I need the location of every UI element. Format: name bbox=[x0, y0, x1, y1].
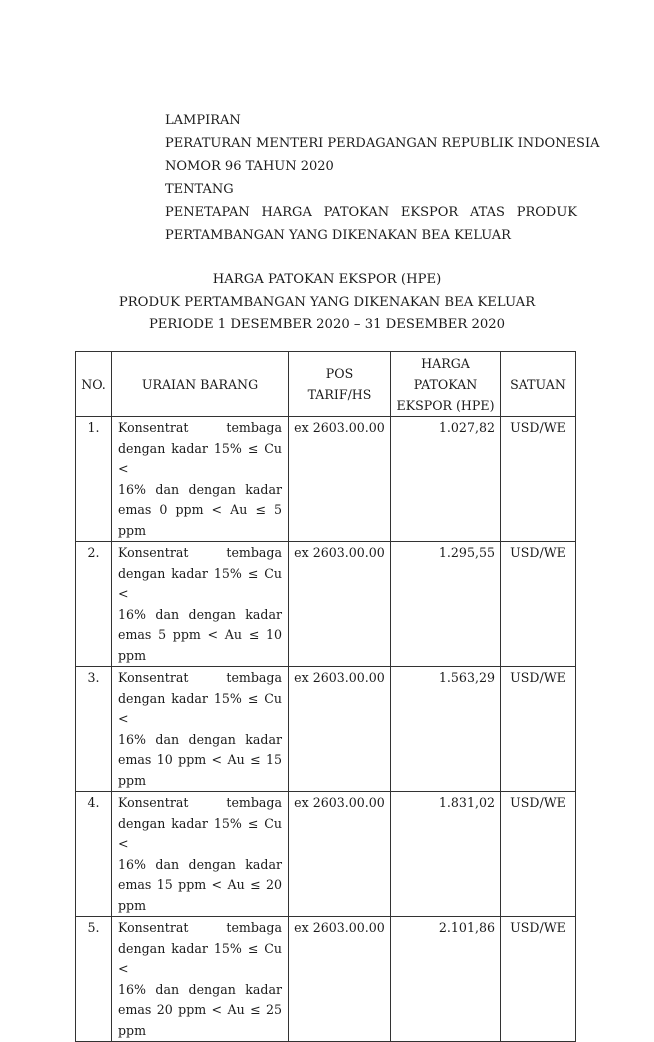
row-hpe bbox=[391, 792, 501, 917]
description-line: emas 0 ppm < Au ≤ 5 bbox=[118, 502, 282, 517]
description-line: dengan kadar 15% ≤ Cu < bbox=[118, 565, 282, 601]
row-hpe bbox=[391, 542, 501, 667]
row-pos-tarif: ex 2603.00.00 bbox=[289, 417, 391, 542]
row-description bbox=[112, 917, 289, 1042]
description-line: 16% dan dengan kadar bbox=[118, 981, 282, 997]
row-description bbox=[112, 792, 289, 917]
table-row bbox=[76, 417, 576, 542]
hpe-value: 1.831,02 bbox=[438, 795, 495, 810]
table-row bbox=[76, 917, 576, 1042]
row-number: 1. bbox=[76, 417, 112, 542]
row-number: 2. bbox=[76, 542, 112, 667]
row-hpe bbox=[391, 917, 501, 1042]
title-line: PERIODE 1 DESEMBER 2020 – 31 DESEMBER 2020 bbox=[148, 317, 506, 332]
table-row bbox=[76, 667, 576, 792]
title-line: PRODUK PERTAMBANGAN YANG DIKENAKAN BEA KELUAR bbox=[118, 294, 536, 310]
document-title bbox=[0, 269, 654, 337]
description-line: emas 15 ppm < Au ≤ 20 bbox=[118, 877, 282, 892]
description-line: dengan kadar 15% ≤ Cu < bbox=[118, 940, 282, 976]
row-number: 5. bbox=[76, 917, 112, 1042]
row-pos-tarif: ex 2603.00.00 bbox=[289, 917, 391, 1042]
row-unit: USD/WE bbox=[501, 417, 576, 542]
description-line: 16% dan dengan kadar bbox=[118, 481, 282, 497]
attachment-header bbox=[165, 109, 600, 247]
description-line: Konsentrat tembaga bbox=[118, 545, 282, 560]
col-header-unit: SATUAN bbox=[501, 352, 576, 417]
row-unit: USD/WE bbox=[501, 917, 576, 1042]
description-line: Konsentrat tembaga bbox=[118, 795, 282, 810]
description-line: emas 5 ppm < Au ≤ 10 bbox=[118, 627, 282, 642]
table-row bbox=[76, 542, 576, 667]
header-text: EKSPOR (HPE) bbox=[396, 397, 495, 413]
row-description bbox=[112, 542, 289, 667]
row-pos-tarif: ex 2603.00.00 bbox=[289, 667, 391, 792]
description-line: Konsentrat tembaga bbox=[118, 420, 282, 435]
col-header-hpe bbox=[391, 352, 501, 417]
row-number: 4. bbox=[76, 792, 112, 917]
description-line: emas 20 ppm < Au ≤ 25 bbox=[118, 1002, 282, 1017]
row-unit: USD/WE bbox=[501, 792, 576, 917]
description-line: 16% dan dengan kadar bbox=[118, 731, 282, 747]
description-line: ppm bbox=[118, 772, 147, 788]
description-line: ppm bbox=[118, 1022, 147, 1038]
header-text: PATOKAN bbox=[413, 376, 478, 392]
description-line: ppm bbox=[118, 897, 147, 913]
description-line: dengan kadar 15% ≤ Cu < bbox=[118, 815, 282, 851]
row-pos-tarif: ex 2603.00.00 bbox=[289, 792, 391, 917]
description-line: ppm bbox=[118, 522, 147, 538]
header-line: NOMOR 96 TAHUN 2020 bbox=[165, 159, 334, 174]
description-line: dengan kadar 15% ≤ Cu < bbox=[118, 440, 282, 476]
description-line: Konsentrat tembaga bbox=[118, 670, 282, 685]
header-text: HARGA bbox=[421, 355, 470, 371]
row-hpe bbox=[391, 667, 501, 792]
description-line: dengan kadar 15% ≤ Cu < bbox=[118, 690, 282, 726]
description-line: 16% dan dengan kadar bbox=[118, 606, 282, 622]
header-line: TENTANG bbox=[165, 182, 234, 197]
col-header-description: URAIAN BARANG bbox=[112, 352, 289, 417]
hpe-value: 2.101,86 bbox=[438, 920, 495, 935]
header-line: PENETAPAN HARGA PATOKAN EKSPOR ATAS PRODUK bbox=[165, 205, 577, 220]
row-description bbox=[112, 667, 289, 792]
row-pos-tarif: ex 2603.00.00 bbox=[289, 542, 391, 667]
row-description bbox=[112, 417, 289, 542]
table-row bbox=[76, 792, 576, 917]
col-header-pos-tarif bbox=[289, 352, 391, 417]
row-number: 3. bbox=[76, 667, 112, 792]
col-header-no: NO. bbox=[76, 352, 112, 417]
header-line: PERTAMBANGAN YANG DIKENAKAN BEA KELUAR bbox=[165, 228, 511, 243]
header-line: LAMPIRAN bbox=[165, 113, 241, 128]
description-line: emas 10 ppm < Au ≤ 15 bbox=[118, 752, 282, 767]
hpe-table bbox=[75, 351, 576, 1042]
row-hpe bbox=[391, 417, 501, 542]
row-unit: USD/WE bbox=[501, 542, 576, 667]
hpe-value: 1.295,55 bbox=[438, 545, 495, 560]
header-text: TARIF/HS bbox=[307, 387, 372, 402]
title-line: HARGA PATOKAN EKSPOR (HPE) bbox=[212, 272, 442, 287]
description-line: ppm bbox=[118, 647, 147, 663]
description-line: Konsentrat tembaga bbox=[118, 920, 282, 935]
hpe-value: 1.563,29 bbox=[438, 670, 495, 685]
header-text: POS bbox=[325, 366, 354, 381]
table-header-row bbox=[76, 352, 576, 417]
hpe-value: 1.027,82 bbox=[438, 420, 495, 435]
header-line: PERATURAN MENTERI PERDAGANGAN REPUBLIK INDONESIA bbox=[165, 136, 600, 151]
row-unit: USD/WE bbox=[501, 667, 576, 792]
description-line: 16% dan dengan kadar bbox=[118, 856, 282, 872]
